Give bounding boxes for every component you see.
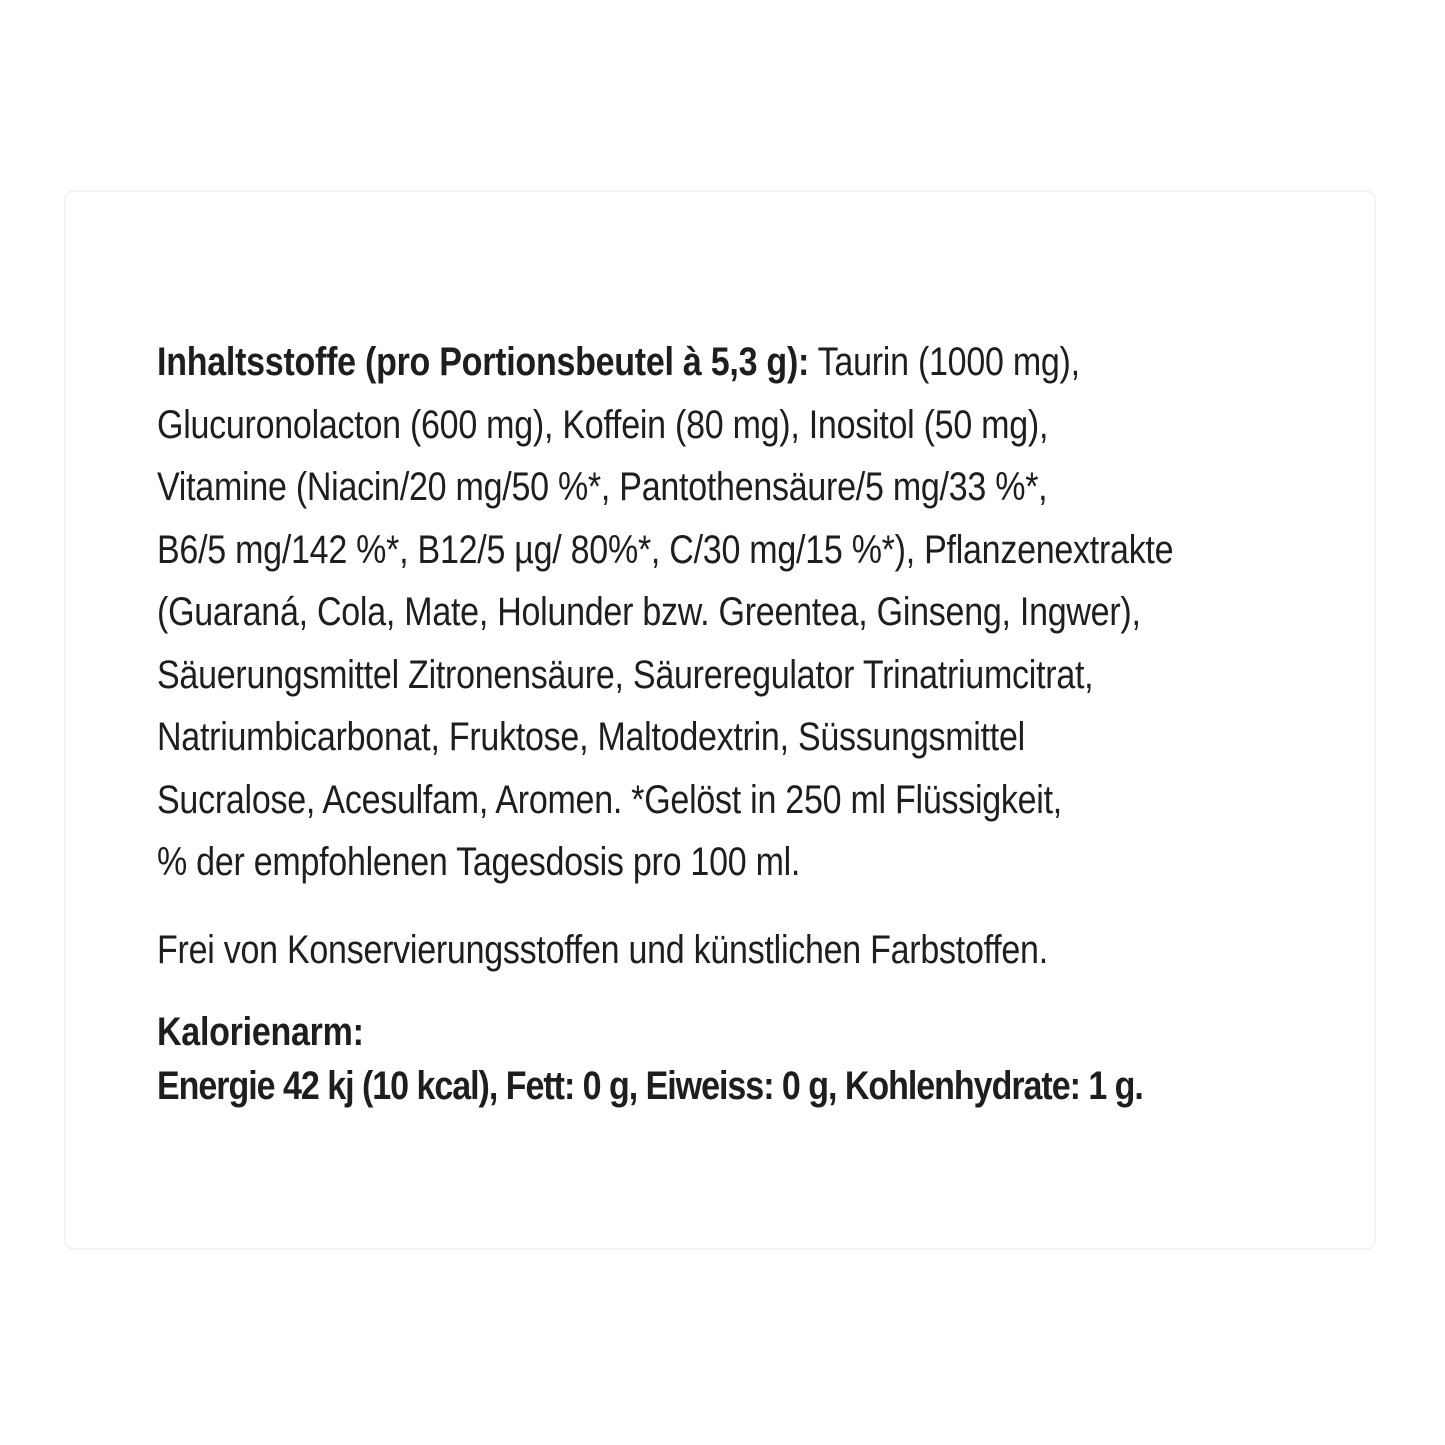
nutrition-section (157, 1005, 1432, 1113)
ingredients-line-4: B6/5 mg/142 %*, B12/5 µg/ 80%*, C/30 mg/15 %*), Pflanzenextrakte (157, 527, 1174, 572)
nutrition-heading: Kalorienarm: (157, 1010, 364, 1054)
ingredients-line-8: Sucralose, Acesulfam, Aromen. *Gelöst in 250 ml Flüssigkeit, (157, 777, 1062, 822)
nutrition-values-line: Energie 42 kj (10 kcal), Fett: 0 g, Eiweiss: 0 g, Kohlenhydrate: 1 g. (157, 1064, 1143, 1108)
ingredients-line-2: Glucuronolacton (600 mg), Koffein (80 mg), Inositol (50 mg), (157, 402, 1049, 447)
ingredients-line-6: Säuerungsmittel Zitronensäure, Säureregulator Trinatriumcitrat, (157, 652, 1094, 697)
ingredients-line-1-rest: Taurin (1000 mg), (809, 340, 1080, 384)
ingredients-heading: Inhaltsstoffe (pro Portionsbeutel à 5,3 g): (157, 340, 810, 384)
ingredients-line-5: (Guaraná, Cola, Mate, Holunder bzw. Greentea, Ginseng, Ingwer), (157, 590, 1141, 634)
ingredients-line-7: Natriumbicarbonat, Fruktose, Maltodextrin, Süssungsmittel (157, 715, 1025, 759)
ingredients-line-3: Vitamine (Niacin/20 mg/50 %*, Pantothensäure/5 mg/33 %*, (157, 465, 1048, 509)
free-from-statement: Frei von Konservierungsstoffen und künstlichen Farbstoffen. (157, 927, 1048, 972)
ingredients-line-1 (157, 331, 1432, 394)
ingredient-label-text (157, 331, 1432, 1113)
ingredients-line-9: % der empfohlenen Tagesdosis pro 100 ml. (157, 840, 801, 884)
ingredients-paragraph (157, 331, 1432, 894)
